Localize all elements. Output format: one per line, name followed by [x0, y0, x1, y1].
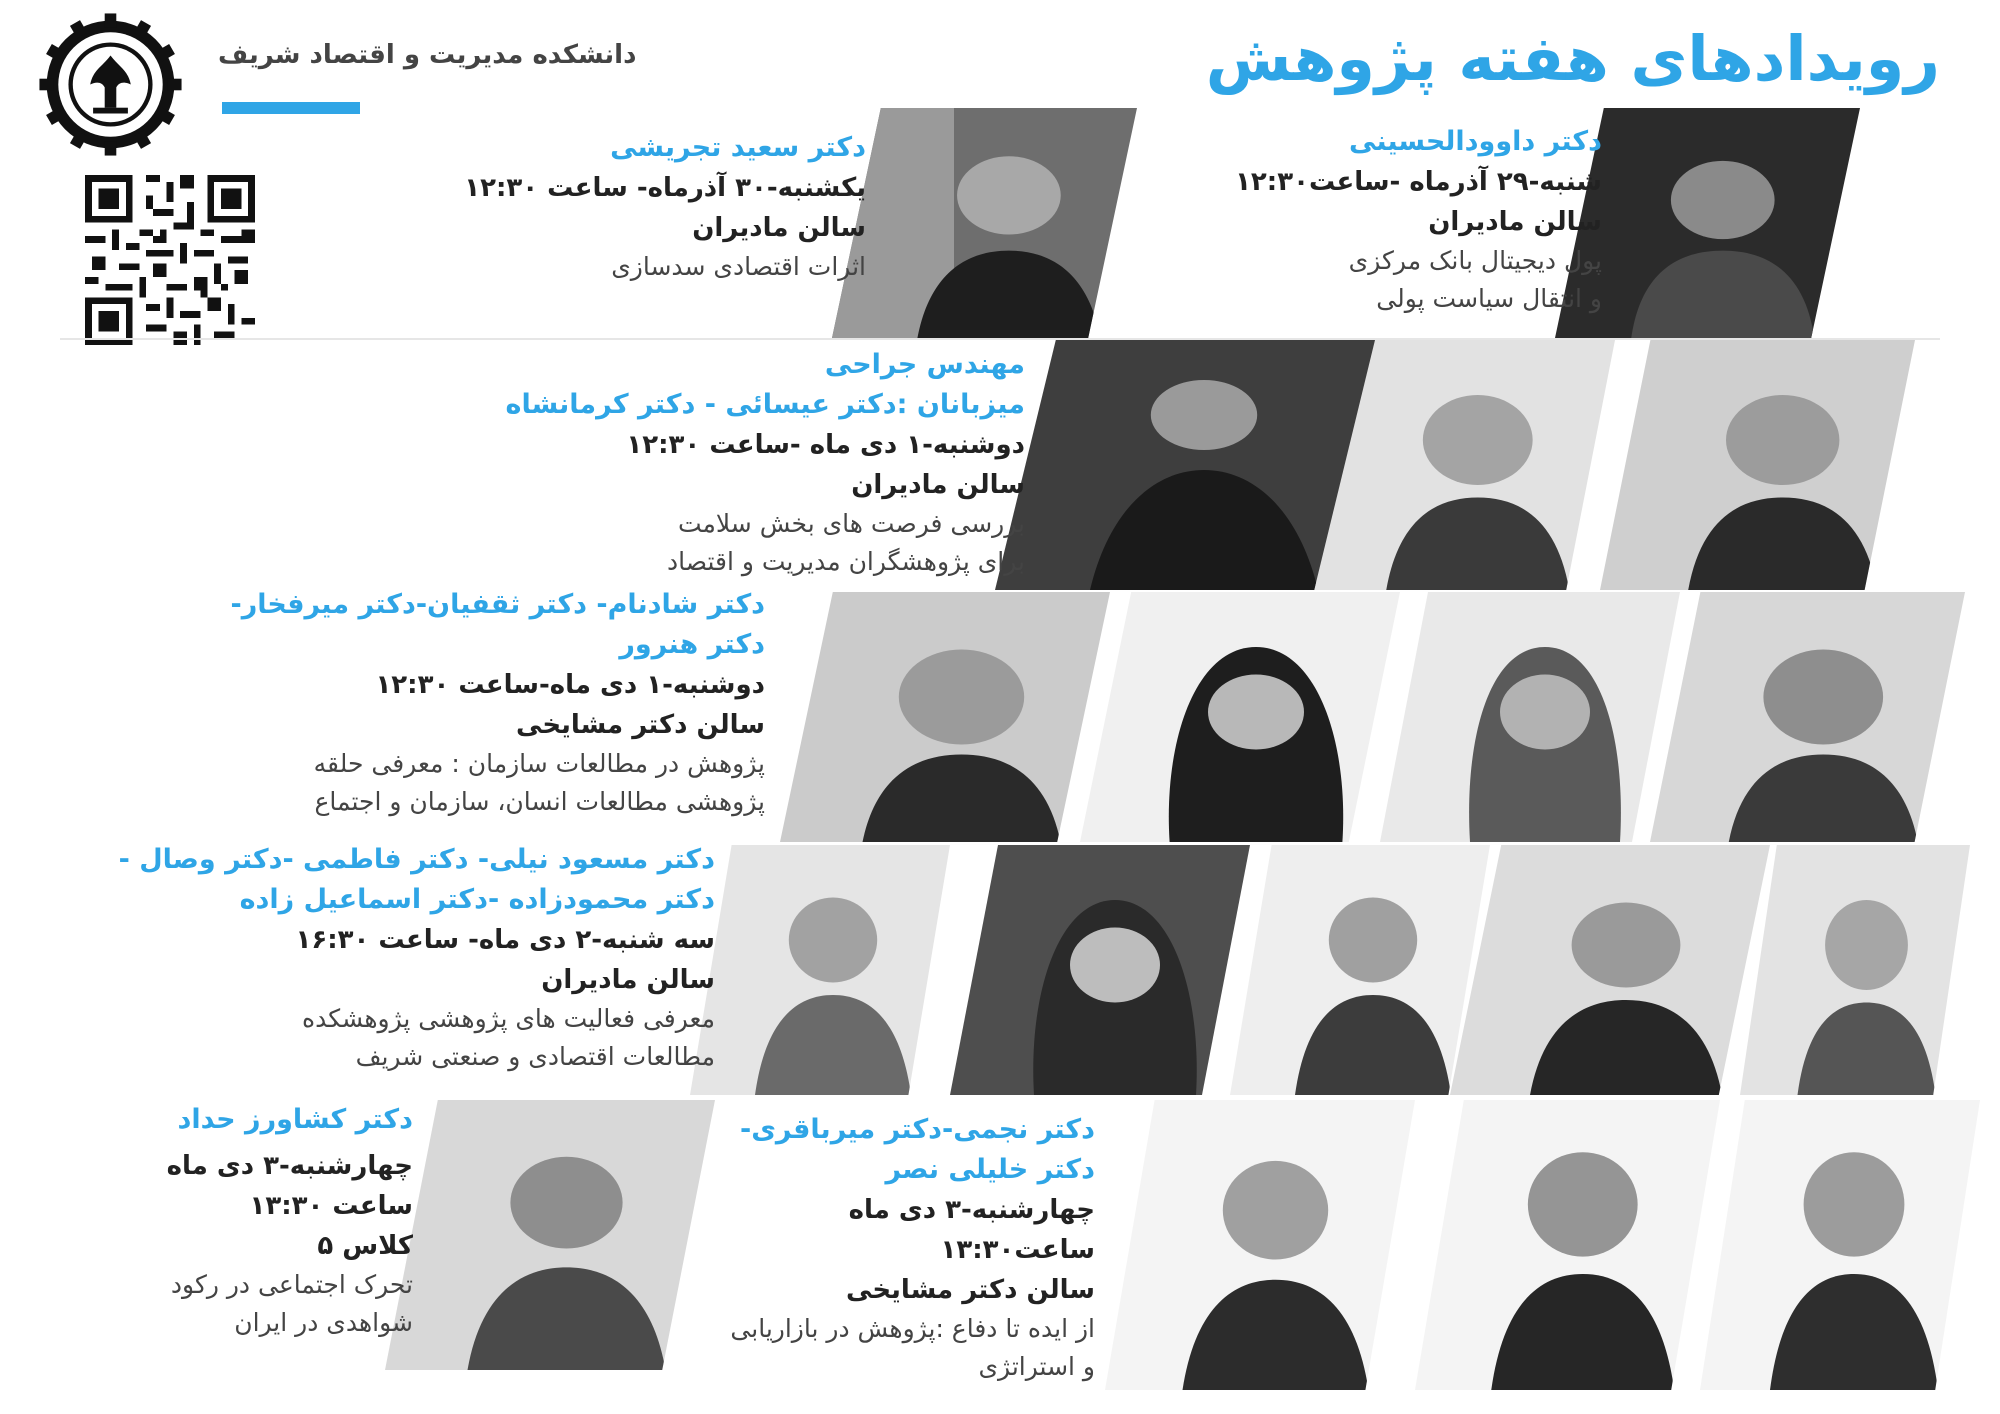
event-venue: سالن دکتر مشایخی: [846, 1275, 1095, 1305]
speaker-name: دکتر نجمی-دکتر میرباقری-: [739, 1114, 1095, 1145]
speaker-photo: [385, 1100, 715, 1370]
speaker-photo: [780, 592, 1110, 842]
event-date: یکشنبه-۳۰ آذرماه- ساعت ۱۲:۳۰: [464, 173, 866, 203]
speaker-name: دکتر خلیلی نصر: [885, 1154, 1095, 1185]
event-venue: سالن مادیران: [851, 470, 1025, 500]
speaker-photo: [995, 340, 1375, 590]
speaker-name: دکتر محمودزاده -دکتر اسماعیل زاده: [239, 884, 715, 915]
event-date: چهارشنبه-۳ دی ماه: [166, 1151, 413, 1181]
event-topic: مطالعات اقتصادی و صنعتی شریف: [355, 1042, 715, 1071]
qr-code-icon[interactable]: [85, 175, 255, 345]
speaker-name: دکتر کشاورز حداد: [177, 1104, 413, 1135]
event-date: دوشنبه-۱ دی ماه -ساعت ۱۲:۳۰: [626, 430, 1025, 460]
speaker-name: دکتر داوودالحسینی: [1349, 126, 1602, 157]
event-time: ساعت ۱۳:۳۰: [249, 1191, 413, 1221]
speaker-photo: [950, 845, 1250, 1095]
speaker-photo: [1700, 1100, 1980, 1390]
event-card: [230, 585, 765, 821]
event-topic: پژوهش در مطالعات سازمان : معرفی حلقه: [313, 749, 765, 778]
speaker-photo: [832, 108, 1137, 338]
speaker-name: دکتر هنرور: [619, 629, 765, 660]
speaker-name: دکتر مسعود نیلی- دکتر فاطمی -دکتر وصال -: [118, 844, 715, 875]
event-topic: پول دیجیتال بانک مرکزی: [1348, 246, 1602, 275]
speaker-photo: [690, 845, 950, 1095]
university-logo-icon: [38, 12, 183, 157]
event-topic: از ایده تا دفاع :پژوهش در بازاریابی: [730, 1314, 1095, 1343]
event-venue: کلاس ۵: [317, 1231, 413, 1261]
event-topic: معرفی فعالیت های پژوهشی پژوهشکده: [301, 1004, 715, 1033]
page-title: رویدادهای هفته پژوهش: [1205, 22, 1940, 95]
speaker-photo: [1650, 592, 1965, 842]
event-date: شنبه-۲۹ آذرماه -ساعت۱۲:۳۰: [1235, 167, 1602, 197]
speaker-name: دکتر سعید تجریشی: [610, 132, 866, 163]
speaker-photo: [1230, 845, 1490, 1095]
event-card: [119, 840, 715, 1076]
event-topic: برای پژوهشگران مدیریت و اقتصاد: [667, 547, 1025, 576]
event-topic: اثرات اقتصادی سدسازی: [611, 252, 866, 281]
event-card: [464, 128, 866, 286]
speaker-name: دکتر شادنام- دکتر ثقفیان-دکتر میرفخار-: [230, 589, 765, 620]
speaker-photo: [1415, 1100, 1720, 1390]
event-topic: پژوهشی مطالعات انسان، سازمان و اجتماع: [314, 787, 765, 816]
event-topic: تحرک اجتماعی در رکود: [170, 1270, 413, 1299]
event-topic: و انتقال سیاست پولی: [1376, 284, 1602, 313]
speaker-photo: [1600, 340, 1915, 590]
event-hosts: میزبانان :دکتر عیسائی - دکتر کرمانشاه: [505, 389, 1025, 420]
event-venue: سالن مادیران: [1428, 207, 1602, 237]
event-topic: بررسی فرصت های بخش سلامت: [677, 509, 1025, 538]
event-topic: و استراتژی: [978, 1352, 1095, 1381]
event-venue: سالن مادیران: [541, 965, 715, 995]
event-date: دوشنبه-۱ دی ماه-ساعت ۱۲:۳۰: [375, 670, 765, 700]
event-time: ساعت۱۳:۳۰: [940, 1235, 1095, 1265]
event-card: [730, 1110, 1095, 1386]
event-card: [506, 345, 1025, 581]
speaker-photo: [1380, 592, 1680, 842]
event-date: چهارشنبه-۳ دی ماه: [848, 1195, 1095, 1225]
event-venue: سالن مادیران: [692, 213, 866, 243]
speaker-photo: [1450, 845, 1770, 1095]
event-topic: شواهدی در ایران: [234, 1308, 413, 1337]
speaker-photo: [1080, 592, 1400, 842]
school-name: دانشکده مدیریت و اقتصاد شریف: [218, 40, 637, 70]
event-card: [1235, 122, 1602, 318]
speaker-photo: [1740, 845, 1970, 1095]
speaker-name: مهندس جراحی: [824, 349, 1025, 380]
event-venue: سالن دکتر مشایخی: [516, 710, 765, 740]
event-date: سه شنبه-۲ دی ماه- ساعت ۱۶:۳۰: [295, 925, 715, 955]
section-divider: [60, 338, 1940, 340]
event-card: [167, 1100, 413, 1342]
accent-bar: [222, 102, 360, 114]
speaker-photo: [1105, 1100, 1415, 1390]
